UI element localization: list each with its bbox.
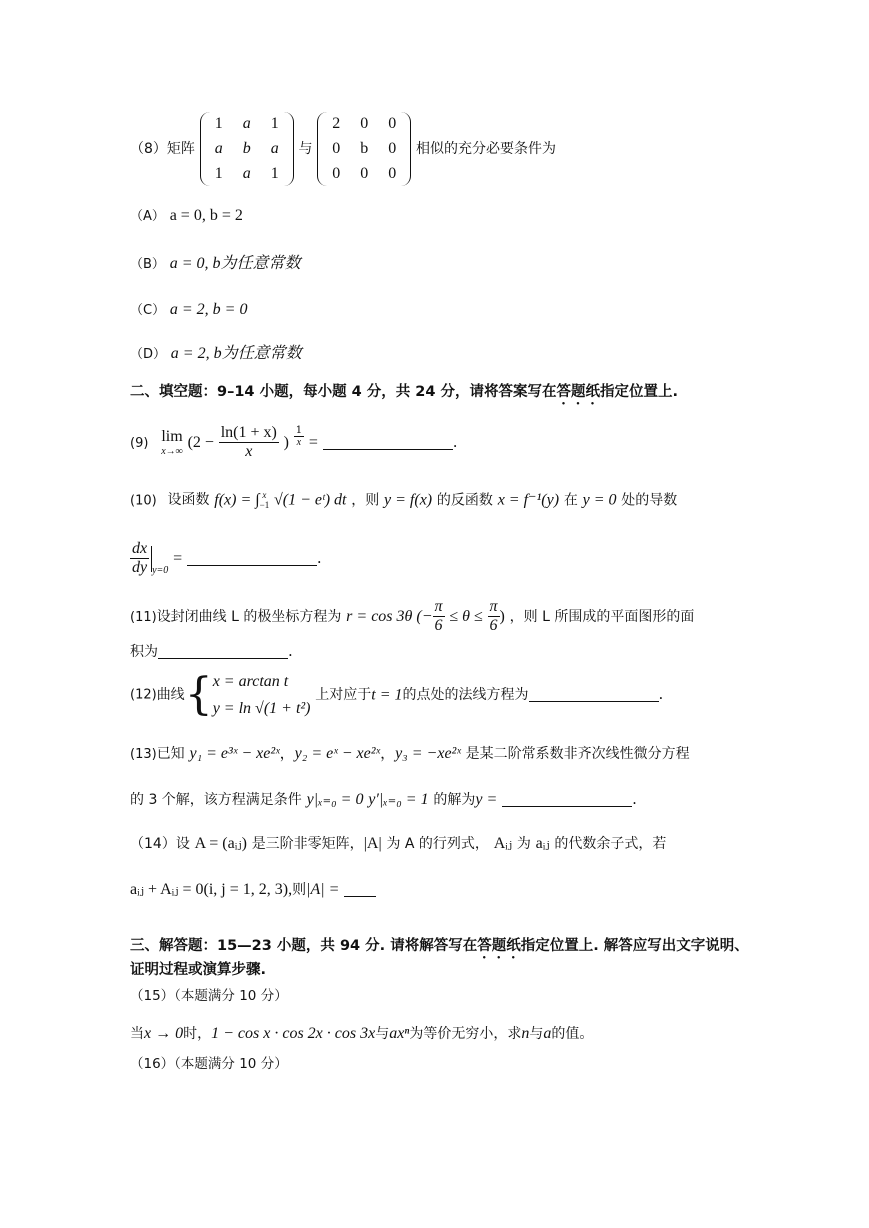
q11-eq: r = cos 3θ (− <box>346 607 433 625</box>
q10-derivative <box>130 540 149 578</box>
lim-text: lim <box>161 427 183 445</box>
option-text: a = 2, b为任意常数 <box>170 345 302 362</box>
equals: = <box>308 433 318 451</box>
q11-label: (11) <box>130 609 157 625</box>
q15-body <box>130 1024 593 1043</box>
exponent-numerator: 1 <box>295 424 303 436</box>
q13-text: 是某二阶常系数非齐次线性微分方程 <box>465 746 690 762</box>
q10-text: 的反函数 <box>436 492 493 509</box>
q15-expr: 1 − cos x · cos 2x · cos 3x <box>211 1025 376 1042</box>
q14-aij: Aᵢⱼ <box>493 835 513 852</box>
matrix-cell: a <box>214 140 223 158</box>
separator: ， <box>380 744 396 762</box>
q14-det2: |A| = <box>306 881 340 898</box>
section-3-title <box>130 938 749 962</box>
q11-line2 <box>130 642 293 661</box>
q10-integrand: √(1 − eᵗ) dt <box>274 491 347 509</box>
fraction-denominator: x <box>245 443 253 461</box>
period: . <box>658 685 664 704</box>
option-text: a = 0, b为任意常数 <box>169 255 301 272</box>
q14-text: 为 A 的行列式， <box>386 836 489 852</box>
q13-line1 <box>130 744 690 763</box>
eval-subscript: y=0 <box>152 564 169 576</box>
q9-pre: (2 − <box>187 433 214 451</box>
section-title-part: 证明过程或演算步骤. <box>130 962 267 978</box>
matrix-cell: 0 <box>388 165 397 183</box>
q13-text: 的解为 <box>433 792 476 808</box>
q8-option-c <box>130 300 247 319</box>
option-label: （B） <box>130 257 165 272</box>
matrix-b <box>317 112 411 186</box>
q13-y3: y₃ = −xe²ˣ <box>395 745 461 762</box>
matrix-cell: 1 <box>214 115 223 132</box>
matrix-cell: 0 <box>332 165 341 183</box>
section-title-part: 二、填空题：9–14 小题，每小题 4 分，共 24 分，请将答案写在 <box>130 384 557 400</box>
q14-text: 的代数余子式，若 <box>554 836 667 852</box>
matrix-cell: 0 <box>388 115 397 132</box>
q12-system <box>213 668 311 722</box>
q9-exponent <box>294 425 304 449</box>
q10-cond: y = 0 <box>582 491 617 509</box>
q11-close: ) <box>499 607 505 625</box>
matrix-cell: b <box>242 140 251 158</box>
q14-a1: A = (aᵢⱼ) <box>194 835 247 852</box>
fraction-numerator: π <box>488 598 500 617</box>
q13-cond1: y|ₓ₌₀ = 0 <box>306 791 364 808</box>
brace-icon: { <box>184 668 213 720</box>
q15-cond: x → 0 <box>144 1025 184 1042</box>
separator: ， <box>279 744 295 762</box>
matrix-cell: a <box>242 165 251 183</box>
q15-n: n <box>521 1025 530 1042</box>
q10-line2 <box>130 540 322 578</box>
period: . <box>316 548 322 567</box>
q12 <box>130 668 663 722</box>
q15-axn: axⁿ <box>389 1025 410 1042</box>
matrix-cell: b <box>360 140 369 158</box>
matrix-cell: 1 <box>214 165 223 183</box>
q9 <box>130 424 457 462</box>
q8-option-a <box>130 206 243 225</box>
q9-fraction <box>219 424 279 462</box>
q15-text: 的值。 <box>551 1026 594 1042</box>
option-text: a = 0, b = 2 <box>169 207 243 224</box>
q13-cond2: y′|ₓ₌₀ = 1 <box>368 791 429 808</box>
matrix-cell: 1 <box>270 165 279 183</box>
exponent-denominator: x <box>296 437 302 449</box>
section-title-part: 指定位置上. <box>600 384 679 400</box>
section-title-emphasis: 答题纸 <box>477 938 521 954</box>
matrix-cell: 0 <box>360 115 369 132</box>
section-2-title <box>130 384 678 408</box>
q15-text: 当 <box>130 1026 144 1042</box>
q15-text: 与 <box>375 1026 390 1042</box>
q10-label: (10) <box>130 493 157 509</box>
matrix-cell: 0 <box>360 165 369 183</box>
q11-line1 <box>130 598 694 636</box>
q10-inv2: x = f⁻¹(y) <box>497 491 560 509</box>
period: . <box>452 432 458 451</box>
q15-text: 与 <box>529 1026 544 1042</box>
q8-tail: 相似的充分必要条件为 <box>416 140 557 157</box>
q8-mid: 与 <box>298 140 313 157</box>
matrix-cell: 0 <box>332 140 341 158</box>
q16-header <box>130 1056 288 1072</box>
q11-text: 积为 <box>130 644 158 660</box>
fraction-numerator: π <box>433 598 445 617</box>
q11-text: 设封闭曲线 L 的极坐标方程为 <box>156 608 342 625</box>
matrix-cell: a <box>270 140 279 158</box>
integral-limits <box>260 490 270 511</box>
q13-ans: y = <box>475 791 498 808</box>
q11-frac1 <box>433 598 445 636</box>
option-label: （C） <box>130 303 166 318</box>
option-label: （D） <box>130 347 167 362</box>
derivative-numerator: dx <box>130 540 149 559</box>
derivative-denominator: dy <box>132 559 148 577</box>
answer-blank[interactable] <box>529 700 659 702</box>
q15-label: （15）（本题满分 10 分） <box>130 988 288 1004</box>
period: . <box>288 642 293 660</box>
q8-option-b <box>130 254 301 273</box>
system-bottom: y = ln √(1 + t²) <box>212 700 311 718</box>
q14-cond: aᵢⱼ + Aᵢⱼ = 0(i, j = 1, 2, 3), <box>130 881 293 898</box>
q9-post: ) <box>283 433 289 451</box>
q13-y2: y₂ = eˣ − xe²ˣ <box>294 745 381 762</box>
answer-blank[interactable] <box>158 657 288 659</box>
matrix-a <box>200 112 294 186</box>
q15-text: 时， <box>183 1026 212 1042</box>
section-title-part: 三、解答题：15—23 小题，共 94 分. 请将解答写在 <box>130 938 478 954</box>
answer-blank[interactable] <box>323 448 453 450</box>
fraction-numerator: ln(1 + x) <box>219 424 279 443</box>
q10-text: 设函数 <box>167 492 210 509</box>
matrix-cell: 1 <box>270 115 279 132</box>
q12-text: 的点处的法线方程为 <box>402 686 529 703</box>
option-label: （A） <box>130 209 165 224</box>
q9-label: (9) <box>130 435 149 451</box>
option-text: a = 2, b = 0 <box>169 301 248 318</box>
section-title-part: 指定位置上. 解答应写出文字说明、 <box>520 938 749 954</box>
q13-label: (13) <box>130 747 157 762</box>
fraction-denominator: 6 <box>489 617 498 635</box>
q13-line2 <box>130 790 637 809</box>
answer-blank[interactable] <box>502 805 632 807</box>
period: . <box>632 790 637 808</box>
q14-det: |A| <box>363 835 382 852</box>
q14-text: 是三阶非零矩阵， <box>251 836 364 852</box>
section-3-title-2 <box>130 962 266 979</box>
system-top: x = arctan t <box>212 673 289 690</box>
answer-blank[interactable] <box>187 564 317 566</box>
fraction-denominator: 6 <box>434 617 443 635</box>
q10-text: 在 <box>563 492 578 509</box>
q14-label: （14）设 <box>130 836 190 852</box>
q10-func: f(x) = ∫ <box>214 491 260 509</box>
q10-inv: y = f(x) <box>384 491 433 509</box>
q12-cond: t = 1 <box>371 686 403 704</box>
q10-text: ，则 <box>351 492 380 509</box>
lim-subscript: x→∞ <box>161 446 183 458</box>
q14-line2 <box>130 880 376 899</box>
matrix-cell: 2 <box>332 115 341 132</box>
matrix-cell: 0 <box>388 140 397 158</box>
q14-text: 为 <box>516 836 531 852</box>
q9-limit <box>161 428 183 458</box>
integral-lower: −1 <box>259 500 270 511</box>
q16-label: （16）（本题满分 10 分） <box>130 1056 288 1072</box>
q14-aij2: aᵢⱼ <box>535 835 550 852</box>
q12-text: 曲线 <box>156 686 185 703</box>
q13-y1: y₁ = e³ˣ − xe²ˣ <box>189 745 280 762</box>
q12-text: 上对应于 <box>315 686 372 703</box>
q11-frac2 <box>488 598 500 636</box>
q11-text: ，则 L 所围成的平面图形的面 <box>509 608 695 625</box>
q14-text: 则 <box>292 882 307 898</box>
q8-label: （8）矩阵 <box>130 140 195 157</box>
integral-upper: x <box>262 490 267 500</box>
q15-a: a <box>543 1025 552 1042</box>
q8-option-d <box>130 344 302 363</box>
q10-text: 处的导数 <box>621 492 678 509</box>
q11-mid: ≤ θ ≤ <box>449 607 483 625</box>
answer-blank[interactable] <box>344 895 376 897</box>
q13-text: 的 3 个解，该方程满足条件 <box>130 792 302 808</box>
q8-stem <box>130 112 556 186</box>
section-title-emphasis: 答题纸 <box>556 384 601 400</box>
q10-line1 <box>130 490 677 511</box>
q12-label: (12) <box>130 687 157 703</box>
q14-line1 <box>130 834 666 853</box>
q15-text: 为等价无穷小，求 <box>409 1026 522 1042</box>
q13-text: 已知 <box>156 746 185 762</box>
matrix-cell: a <box>242 115 251 132</box>
q15-header <box>130 988 288 1004</box>
equals: = <box>173 549 183 567</box>
